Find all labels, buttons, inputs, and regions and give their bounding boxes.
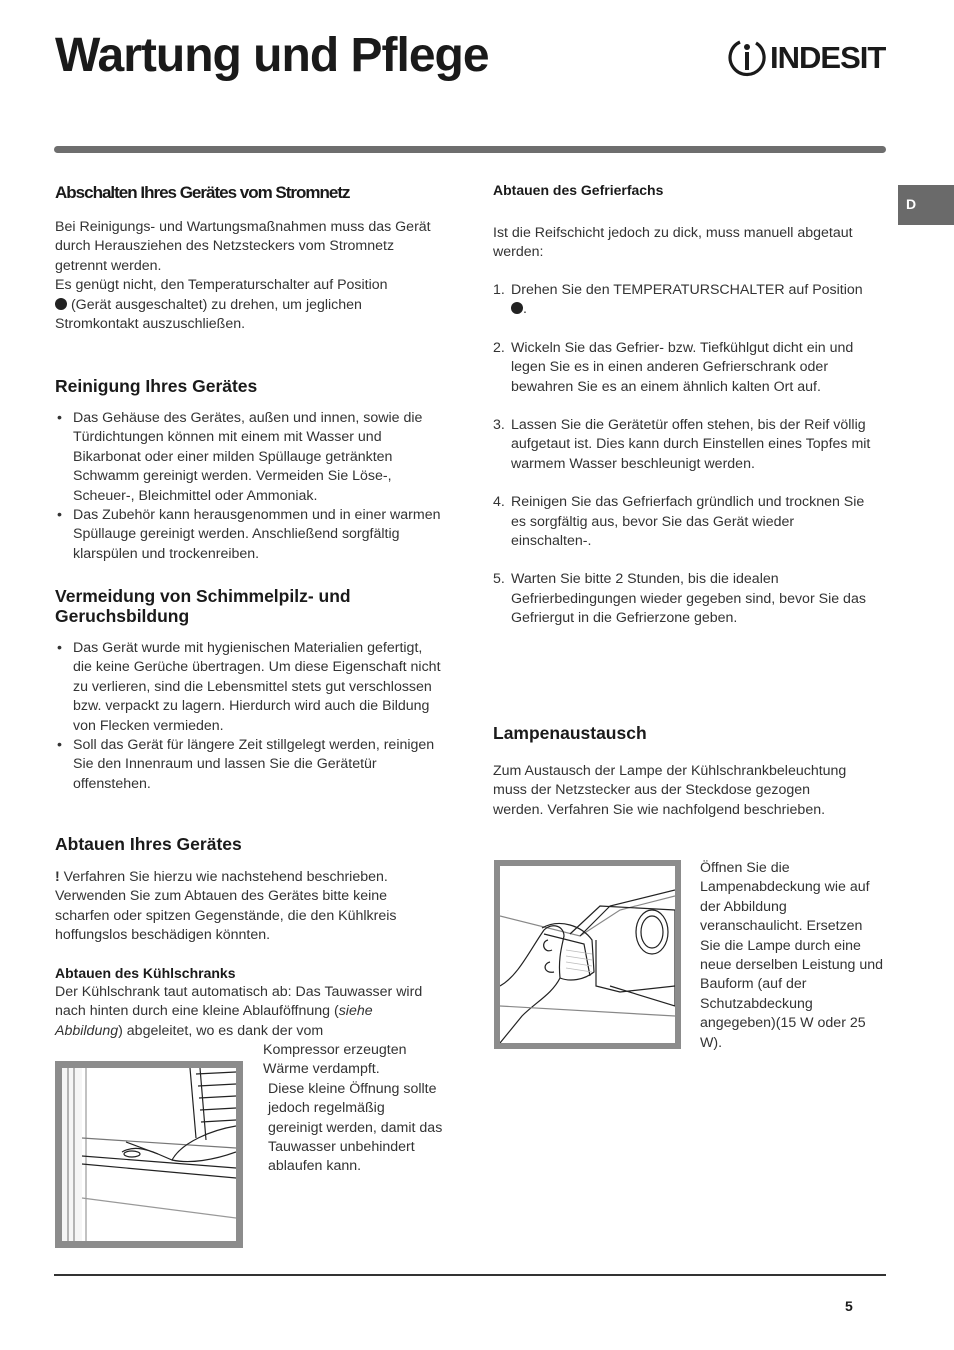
fridge-defrost-side-text (263, 1041, 443, 1177)
defrost-text (55, 868, 441, 946)
cleaning-list (55, 409, 441, 564)
fridge-defrost-text-end: ) abgeleitet, wo es dank der vom (118, 1022, 324, 1039)
list-item: • Soll das Gerät für längere Zeit stillgelegt werden, reinigen Sie den Innenraum und lassen Sie die Gerätetür offenstehen. (55, 736, 441, 794)
step-item (493, 570, 878, 628)
header-rule (54, 146, 886, 153)
off-position-dot-icon (511, 302, 523, 314)
fridge-defrost-side-paragraph-1: Kompressor erzeugten Wärme verdampft. (263, 1042, 407, 1078)
step-item (493, 339, 878, 397)
step-text: Reinigen Sie das Gefrierfach gründlich und trocknen Sie es sorgfältig aus, bevor Sie das Gerät wieder einschalten-. (511, 494, 865, 550)
defrost-paragraph: Verfahren Sie hierzu wie nachstehend beschrieben. Verwenden Sie zum Abtauen des Gerätes bitte keine scharfen oder spitzen Gegenstände, die den Kühlkreis hoffungslos beschädigen könnten. (55, 869, 397, 944)
step-item (493, 416, 878, 474)
language-tab-label: D (906, 196, 917, 212)
section-heading-disconnect: Abschalten Ihres Gerätes vom Stromnetz (55, 183, 350, 202)
step-number: 1. (493, 282, 505, 298)
mold-list (55, 639, 441, 794)
step-number: 3. (493, 417, 505, 434)
lamp-replacement-drawing (500, 866, 675, 1043)
disconnect-paragraph-2 (55, 276, 439, 334)
fridge-defrost-side-paragraph-2: Diese kleine Öffnung sollte jedoch regelmäßig gereinigt werden, damit das Tauwasser unbehindert ablaufen kann. (268, 1080, 443, 1175)
subheading-fridge-defrost: Abtauen des Kühlschranks (55, 965, 236, 981)
section-heading-defrost: Abtauen Ihres Gerätes (55, 834, 242, 854)
disconnect-paragraph-2-start: Es genügt nicht, den Temperaturschalter auf Position (55, 277, 388, 294)
lamp-intro: Zum Austausch der Lampe der Kühlschrankbeleuchtung muss der Netzstecker aus der Steckdose gezogen werden. Verfahren Sie wie nachfolgend beschrieben. (493, 763, 847, 818)
step-number: 2. (493, 339, 505, 356)
section-heading-mold-line-1: Vermeidung von Schimmelpilz- und (55, 586, 351, 606)
step-tail: . (523, 301, 527, 318)
list-item: • Das Zubehör kann herausgenommen und in einer warmen Spüllauge gereinigt werden. Anschließend sorgfältig klarspülen und trockenreiben. (55, 506, 441, 564)
step-item (493, 493, 878, 551)
section-heading-mold (55, 586, 351, 626)
list-item: • Das Gerät wurde mit hygienischen Materialien gefertigt, die keine Gerüche übertragen. Um diese Eigenschaft nicht zu verlieren, sind die Lebensmittel stets gut verschlossen bzw. verpackt zu lagern. Hierdurch wird auch die Bildung von Flecken vermieden. (55, 639, 441, 736)
freezer-defrost-steps (493, 281, 878, 648)
page-number: 5 (845, 1298, 853, 1314)
section-heading-mold-line-2: Geruchsbildung (55, 606, 190, 626)
disconnect-paragraph-2-end: (Gerät ausgeschaltet) zu drehen, um jeglichen Stromkontakt auszuschließen. (55, 296, 362, 333)
language-tab (898, 185, 954, 225)
step-text: Drehen Sie den TEMPERATURSCHALTER auf Position (511, 282, 863, 298)
lamp-cover-illustration (494, 860, 681, 1049)
step-number: 4. (493, 494, 505, 511)
fridge-defrost-text-start: Der Kühlschrank taut automatisch ab: Das Tauwasser wird nach hinten durch eine kleine Ablauföffnung ( (55, 984, 423, 1020)
step-text: Wickeln Sie das Gefrier- bzw. Tiefkühlgut dicht ein und legen Sie es in einen anderen Gefrierschrank oder bewahren Sie es an einem ähnlich kalten Ort auf. (511, 339, 854, 395)
drain-cleaning-drawing (62, 1068, 236, 1241)
disconnect-text (55, 218, 439, 334)
drain-hole-illustration (55, 1061, 243, 1248)
disconnect-paragraph-1: Bei Reinigungs- und Wartungsmaßnahmen muss das Gerät durch Herausziehen des Netzsteckers vom Stromnetz getrennt werden. (55, 219, 431, 274)
step-item (493, 281, 878, 320)
warning-mark: ! (55, 869, 60, 885)
section-heading-lamp: Lampenaustausch (493, 723, 647, 743)
lamp-instructions: Öffnen Sie die Lampenabdeckung wie auf der Abbildung veranschaulicht. Ersetzen Sie die Lampe durch eine neue derselben Leistung und Bauform (auf der Schutzabdeckung angegeben)(15 W oder 25 W). (700, 860, 884, 1051)
freezer-defrost-intro: Ist die Reifschicht jedoch zu dick, muss manuell abgetaut werden: (493, 225, 853, 261)
indesit-i-icon (726, 36, 768, 78)
step-text: Warten Sie bitte 2 Stunden, bis die idealen Gefrierbedingungen wieder gegeben sind, bevor Sie das Gefriergut in die Gefrierzone geben. (511, 571, 866, 627)
fridge-defrost-text (55, 983, 441, 1041)
brand-wordmark: INDESIT (770, 40, 886, 75)
page-title: Wartung und Pflege (55, 29, 489, 82)
section-heading-cleaning: Reinigung Ihres Gerätes (55, 376, 258, 396)
subheading-freezer-defrost: Abtauen des Gefrierfachs (493, 182, 664, 198)
step-text: Lassen Sie die Gerätetür offen stehen, bis der Reif völlig aufgetaut ist. Dies kann durch Einstellen eines Topfes mit warmem Wasser beschleunigt werden. (511, 417, 871, 472)
brand-logo (726, 36, 886, 78)
step-number: 5. (493, 571, 505, 588)
footer-rule (54, 1274, 886, 1276)
off-position-dot-icon (55, 298, 67, 310)
fridge-defrost-figure-ref: siehe Abbildung (55, 1003, 373, 1039)
list-item: • Das Gehäuse des Gerätes, außen und innen, sowie die Türdichtungen können mit einem mit Wasser und Bikarbonat oder einer milden Spüllauge getränkten Schwamm gereinigt werden. Vermeiden Sie Löse-, Scheuer-, Bleichmittel oder Ammoniak. (55, 409, 441, 506)
